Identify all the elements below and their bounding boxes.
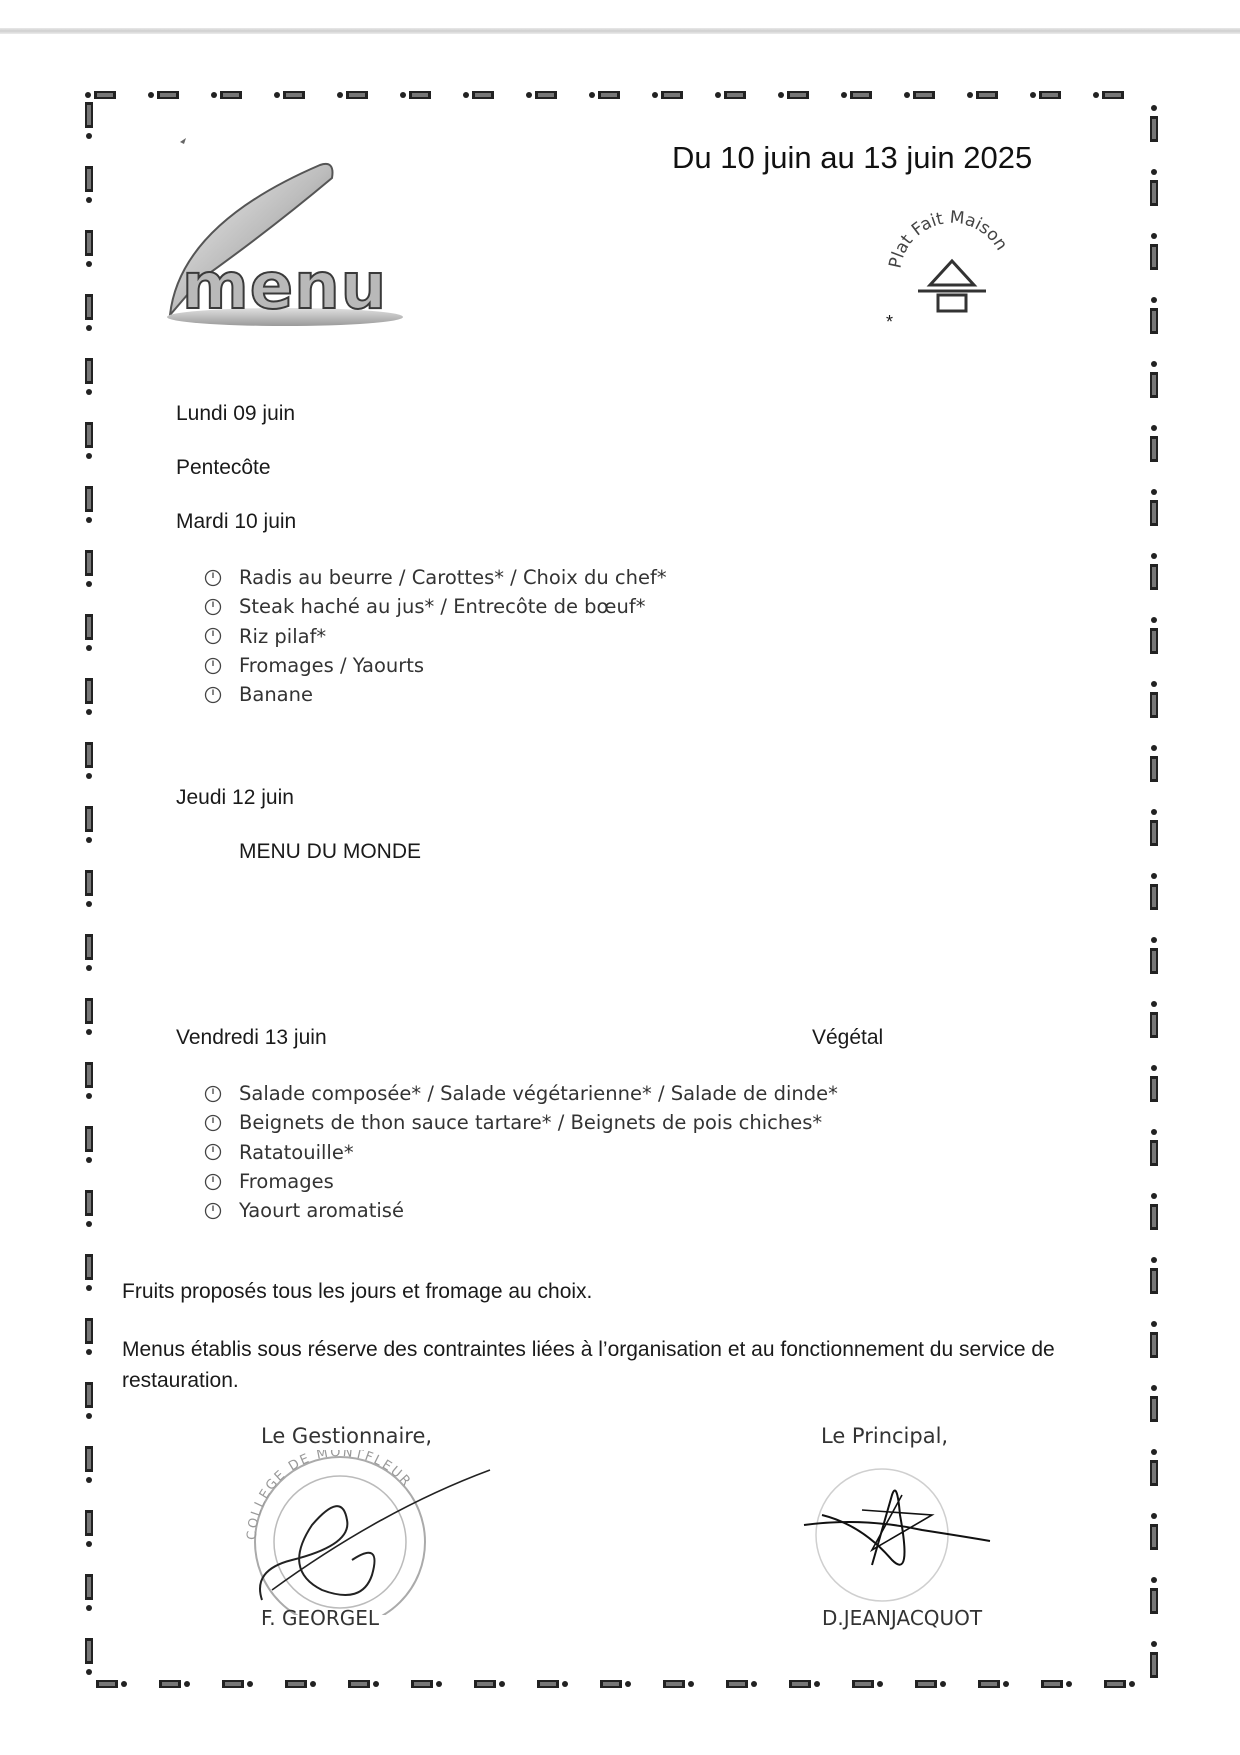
menu-item-text: Fromages bbox=[239, 1170, 334, 1194]
day-title-monday: Lundi 09 juin bbox=[176, 402, 296, 425]
principal-title: Le Principal, bbox=[821, 1424, 949, 1448]
vegetal-tag: Végétal bbox=[812, 1026, 884, 1049]
day-title-thursday: Jeudi 12 juin bbox=[176, 786, 294, 809]
school-stamp-seal bbox=[232, 1450, 492, 1620]
clock-bullet-icon bbox=[204, 598, 239, 616]
list-item bbox=[204, 1108, 838, 1137]
fait-maison-label bbox=[882, 205, 1022, 340]
list-item bbox=[204, 1079, 838, 1108]
menu-logo bbox=[160, 130, 410, 335]
disclaimer-note: Menus établis sous réserve des contraintes liées à l’organisation et au fonctionnement du service de restauration. bbox=[122, 1338, 1055, 1392]
clock-bullet-icon bbox=[204, 1085, 239, 1103]
menu-item-text: Yaourt aromatisé bbox=[239, 1199, 404, 1223]
day-title-tuesday: Mardi 10 juin bbox=[176, 510, 297, 533]
menu-item-text: Riz pilaf* bbox=[239, 624, 327, 648]
list-item bbox=[204, 680, 667, 709]
svg-text:menu: menu bbox=[182, 250, 388, 324]
menu-item-text: Banane bbox=[239, 683, 313, 707]
day-title-friday: Vendredi 13 juin bbox=[176, 1026, 327, 1049]
menu-item-text: Fromages / Yaourts bbox=[239, 654, 425, 678]
scan-edge bbox=[0, 28, 1240, 34]
svg-text:Plat Fait Maison: Plat Fait Maison bbox=[885, 207, 1012, 271]
fruits-note: Fruits proposés tous les jours et fromage au choix. bbox=[122, 1280, 593, 1303]
menu-period-title: Du 10 juin au 13 juin 2025 bbox=[672, 140, 1033, 175]
border-left bbox=[82, 96, 96, 1686]
clock-bullet-icon bbox=[204, 657, 239, 675]
border-right bbox=[1147, 96, 1161, 1686]
list-item bbox=[204, 592, 667, 621]
tuesday-menu-list bbox=[204, 563, 667, 709]
menu-item-text: Radis au beurre / Carottes* / Choix du chef* bbox=[239, 566, 667, 590]
gestionnaire-title: Le Gestionnaire, bbox=[261, 1424, 433, 1448]
menu-item-text: Beignets de thon sauce tartare* / Beignets de pois chiches* bbox=[239, 1111, 823, 1135]
friday-menu-list bbox=[204, 1079, 838, 1225]
label-asterisk: * bbox=[886, 312, 894, 332]
clock-bullet-icon bbox=[204, 1202, 239, 1220]
gestionnaire-name: F. GEORGEL bbox=[261, 1606, 380, 1630]
clock-bullet-icon bbox=[204, 1173, 239, 1191]
clock-bullet-icon bbox=[204, 1114, 239, 1132]
list-item bbox=[204, 1196, 838, 1225]
clock-bullet-icon bbox=[204, 1143, 239, 1161]
border-top bbox=[82, 88, 1156, 102]
clock-bullet-icon bbox=[204, 569, 239, 587]
list-item bbox=[204, 622, 667, 651]
list-item bbox=[204, 651, 667, 680]
list-item bbox=[204, 1167, 838, 1196]
menu-item-text: Salade composée* / Salade végétarienne* / Salade de dinde* bbox=[239, 1082, 838, 1106]
special-menu-label: MENU DU MONDE bbox=[239, 840, 421, 863]
list-item bbox=[204, 563, 667, 592]
border-bottom bbox=[92, 1677, 1162, 1691]
svg-text:COLLEGE DE MONTFLEUR: COLLEGE DE MONTFLEUR bbox=[244, 1450, 415, 1541]
menu-item-text: Steak haché au jus* / Entrecôte de bœuf* bbox=[239, 595, 646, 619]
principal-name: D.JEANJACQUOT bbox=[822, 1606, 983, 1630]
clock-bullet-icon bbox=[204, 686, 239, 704]
principal-signature bbox=[802, 1455, 1002, 1610]
list-item bbox=[204, 1138, 838, 1167]
holiday-note: Pentecôte bbox=[176, 456, 271, 479]
clock-bullet-icon bbox=[204, 627, 239, 645]
menu-item-text: Ratatouille* bbox=[239, 1140, 354, 1164]
